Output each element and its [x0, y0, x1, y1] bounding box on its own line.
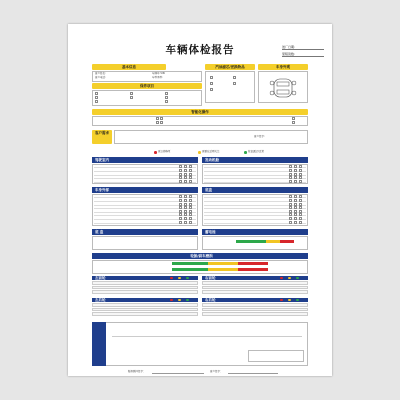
maint-check-2[interactable] [95, 96, 98, 99]
signature-grid [248, 350, 304, 362]
tire-measure-row[interactable] [202, 312, 308, 316]
customer-sign-label: 客户签字： [210, 370, 223, 373]
maint-check-8[interactable] [165, 100, 168, 103]
section-engine-bay: 发动机舱 [202, 157, 308, 163]
tread-scale-green [172, 262, 208, 265]
customer-sign-line[interactable] [228, 373, 278, 374]
section-body-exterior: 车身外部 [92, 187, 198, 193]
tire-status-dot[interactable] [280, 277, 283, 280]
tire-header-rear-right: 右后轮 [202, 298, 308, 302]
tire-status-dot[interactable] [170, 277, 173, 280]
tire-measure-row[interactable] [202, 308, 308, 312]
legend-red: 需立即修复 [158, 150, 171, 153]
brake-scale-yellow [208, 268, 238, 271]
plate-label: 车牌号:VIN [152, 72, 165, 75]
tread-scale-yellow [208, 262, 238, 265]
status-checkbox[interactable] [179, 221, 182, 224]
maint-check-5[interactable] [130, 96, 133, 99]
tire-status-dot[interactable] [178, 299, 181, 302]
section-basic: 基本信息 [92, 64, 166, 70]
section-smart: 智能化操作 [92, 109, 308, 115]
basic-info-box [92, 71, 202, 82]
status-checkbox[interactable] [179, 180, 182, 183]
smart-check-4[interactable] [160, 121, 163, 124]
section-customer: 客户需求 [92, 130, 112, 144]
tire-status-dot[interactable] [178, 277, 181, 280]
smart-box [92, 116, 308, 126]
maint-check-7[interactable] [165, 96, 168, 99]
smart-check-1[interactable] [156, 117, 159, 120]
tire-status-dot[interactable] [288, 277, 291, 280]
status-checkbox[interactable] [294, 180, 297, 183]
maintenance-box [92, 90, 202, 106]
tire-status-dot[interactable] [170, 299, 173, 302]
car-outline-icon [266, 76, 300, 100]
legend-red-dot [154, 151, 157, 154]
section-tire-brake: 轮胎/刹车磨损 [92, 253, 308, 259]
fluid-check-1[interactable] [210, 76, 213, 79]
underbody-box [92, 236, 198, 250]
brake-scale-green [172, 268, 208, 271]
status-checkbox[interactable] [289, 221, 292, 224]
tire-measure-row[interactable] [202, 281, 308, 285]
notes-side-tab [92, 322, 106, 366]
status-checkbox[interactable] [189, 221, 192, 224]
tire-measure-row[interactable] [202, 290, 308, 294]
smart-check-3[interactable] [156, 121, 159, 124]
tire-header-front-left: 左前轮 [92, 276, 198, 280]
section-fluid: 汽油滤芯/更换物品 [205, 64, 255, 70]
maint-check-6[interactable] [165, 92, 168, 95]
status-checkbox[interactable] [189, 180, 192, 183]
section-underbody: 底 盘 [92, 229, 198, 235]
tire-measure-row[interactable] [92, 290, 198, 294]
customer-box[interactable] [114, 130, 308, 144]
date-field[interactable]: 送厂日期: [282, 44, 324, 50]
battery-box [202, 236, 308, 250]
legend-green-dot [244, 151, 247, 154]
tire-status-dot[interactable] [280, 299, 283, 302]
tire-header-front-right: 右前轮 [202, 276, 308, 280]
status-checkbox[interactable] [184, 221, 187, 224]
smart-check-2[interactable] [160, 117, 163, 120]
fluid-check-3[interactable] [210, 88, 213, 91]
smart-check-6[interactable] [292, 121, 295, 124]
phone-label: 客户电话: [95, 76, 106, 79]
tire-measure-row[interactable] [202, 286, 308, 290]
legend-green: 检查通过/正常 [248, 150, 264, 153]
status-checkbox[interactable] [294, 221, 297, 224]
status-checkbox[interactable] [289, 180, 292, 183]
battery-gauge-red [280, 240, 294, 243]
battery-gauge-green [236, 240, 266, 243]
tire-status-dot[interactable] [296, 299, 299, 302]
section-driver-cab: 驾驶室内 [92, 157, 198, 163]
tire-status-dot[interactable] [186, 299, 189, 302]
section-maintenance: 保养项目 [92, 83, 202, 89]
tire-status-dot[interactable] [186, 277, 189, 280]
battery-gauge-yellow [266, 240, 280, 243]
fluid-check-5[interactable] [233, 82, 236, 85]
header-fields [282, 44, 324, 58]
tire-measure-row[interactable] [92, 281, 198, 285]
mileage-field[interactable]: 里程读数: [282, 51, 324, 57]
maint-check-1[interactable] [95, 92, 98, 95]
tire-measure-row[interactable] [92, 286, 198, 290]
section-chassis: 底盘 [202, 187, 308, 193]
inspection-sheet [68, 24, 332, 376]
tire-measure-row[interactable] [92, 312, 198, 316]
status-checkbox[interactable] [184, 180, 187, 183]
tire-header-rear-left: 左后轮 [92, 298, 198, 302]
owner-label: 客户姓名: [95, 72, 106, 75]
advisor-sign-line[interactable] [152, 373, 204, 374]
fluid-check-4[interactable] [233, 76, 236, 79]
report-title: 车辆体检报告 [165, 44, 235, 56]
smart-check-5[interactable] [292, 117, 295, 120]
maint-check-4[interactable] [130, 92, 133, 95]
section-battery: 蓄电池 [202, 229, 308, 235]
maint-check-3[interactable] [95, 100, 98, 103]
tread-scale-red [238, 262, 268, 265]
tire-measure-row[interactable] [202, 303, 308, 307]
tire-measure-row[interactable] [92, 303, 198, 307]
brake-scale-red [238, 268, 268, 271]
tire-status-dot[interactable] [288, 299, 291, 302]
notes-divider [112, 336, 302, 337]
fluid-check-2[interactable] [210, 82, 213, 85]
tire-status-dot[interactable] [296, 277, 299, 280]
tire-measure-row[interactable] [92, 308, 198, 312]
legend-yellow-dot [198, 151, 201, 154]
status-checkbox[interactable] [299, 221, 302, 224]
legend-yellow: 需要在近期关注 [202, 150, 220, 153]
section-appearance: 车身外观 [258, 64, 308, 70]
model-label: 车型类型: [152, 76, 163, 79]
advisor-sign-label: 服务顾问签字： [128, 370, 146, 373]
customer-signature-label: 客户签字: [254, 135, 265, 138]
status-checkbox[interactable] [299, 180, 302, 183]
